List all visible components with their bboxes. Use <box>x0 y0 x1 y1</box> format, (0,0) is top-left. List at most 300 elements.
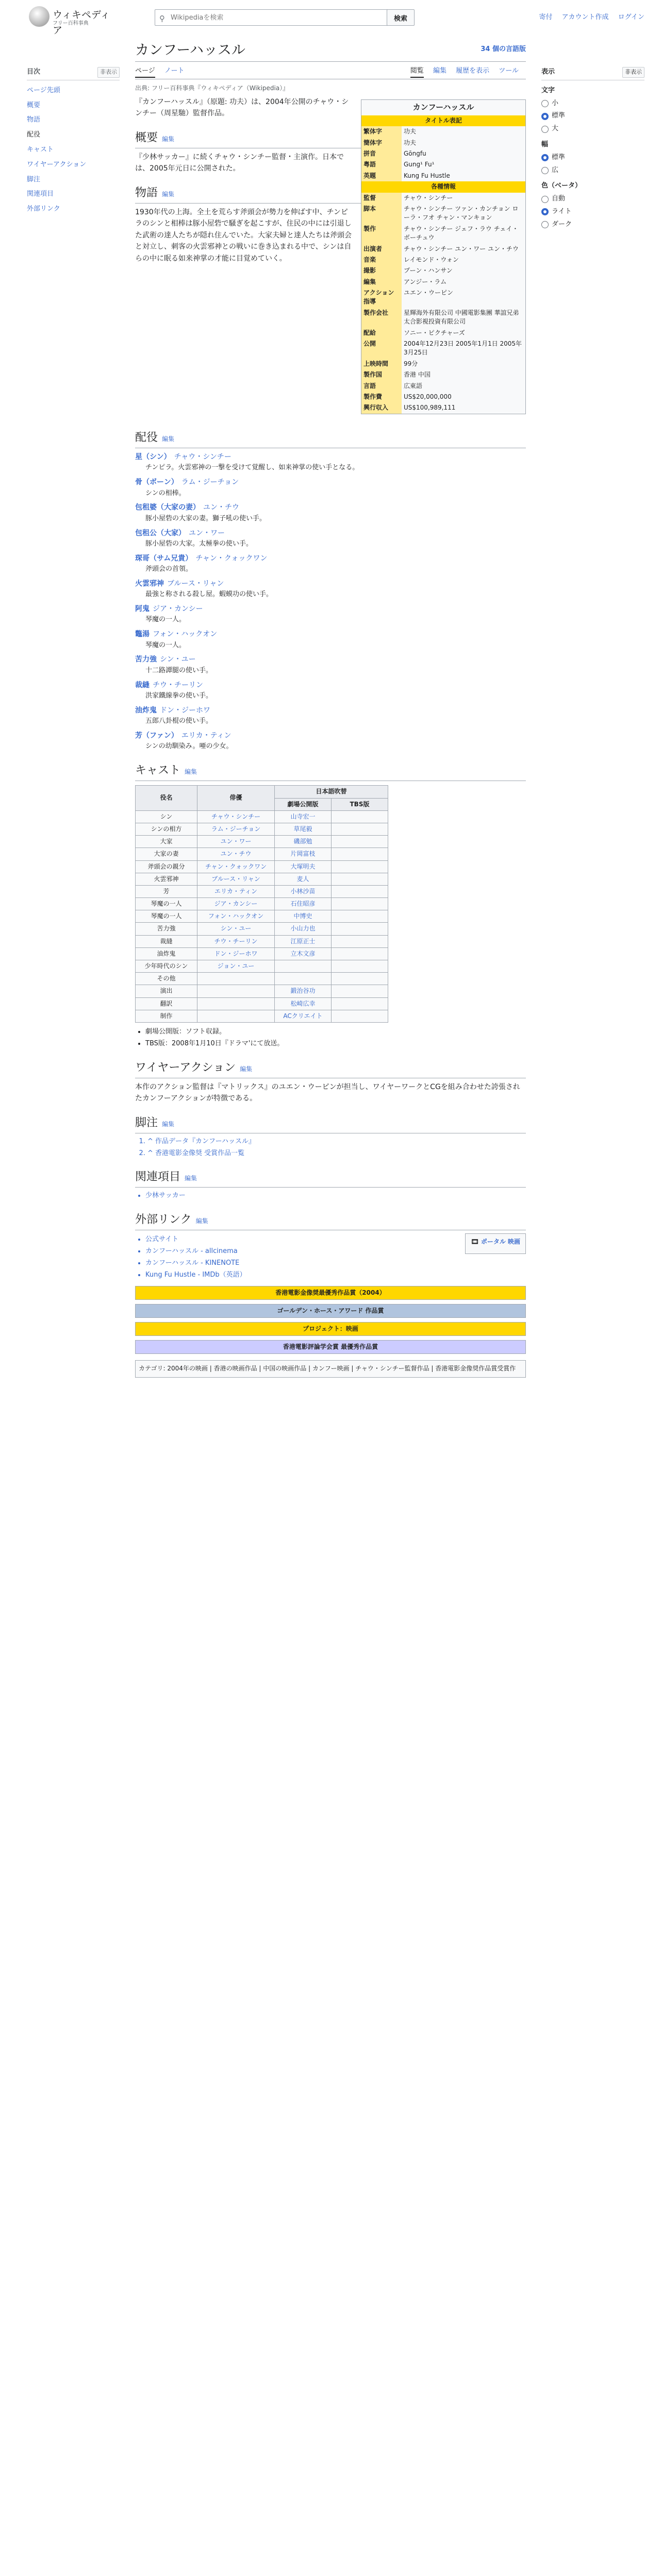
cast-cell: 翻訳 <box>136 997 197 1010</box>
related-item[interactable]: • 少林サッカー <box>145 1191 526 1201</box>
main-content <box>135 41 526 1378</box>
role-entry <box>135 603 526 615</box>
cast-row <box>136 836 388 848</box>
infobox-row <box>361 171 525 181</box>
infobox-row <box>361 277 525 287</box>
role-entry <box>135 654 526 665</box>
infobox-row <box>361 287 525 308</box>
cast-row <box>136 885 388 897</box>
edit-overview-link[interactable]: 編集 <box>162 135 175 143</box>
cast-row <box>136 923 388 935</box>
cast-row <box>136 860 388 873</box>
option-label: 自動 <box>552 195 566 203</box>
infobox-row <box>361 224 525 244</box>
page-title: カンフーハッスル <box>135 41 526 62</box>
external-link[interactable]: • Kung Fu Hustle - IMDb（英語） <box>145 1270 246 1281</box>
cast-cell <box>332 1010 388 1022</box>
infobox-value: Kung Fu Hustle <box>404 172 450 179</box>
role-entry <box>135 502 526 513</box>
infobox-value: チャウ・シンチー ツァン・カンチョン ローラ・フオ チャン・マンキョン <box>404 205 519 222</box>
search-icon: ⚲ <box>159 14 165 23</box>
width-standard[interactable] <box>541 152 644 163</box>
cast-row <box>136 973 388 985</box>
infobox-value: チャウ・シンチー ジェフ・ラウ チェイ・ボーチュウ <box>404 225 519 242</box>
infobox-row <box>361 369 525 380</box>
option-label: 標準 <box>552 153 566 161</box>
cast-cell: シンの相方 <box>136 823 197 835</box>
cast-cell <box>332 960 388 973</box>
cast-cell <box>197 973 275 985</box>
infobox-value: チャウ・シンチー <box>404 194 453 201</box>
width-heading: 幅 <box>541 140 549 148</box>
role-description: 豚小屋砦の大家。太極拳の使い手。 <box>145 539 253 548</box>
cast-cell: 火雲邪神 <box>136 873 197 885</box>
appearance-hide-button[interactable]: 非表示 <box>622 67 644 78</box>
infobox-value: 香港 中国 <box>404 371 431 379</box>
toc-item-cast[interactable]: キャスト <box>27 145 54 154</box>
edit-footnotes-link[interactable]: 編集 <box>162 1120 175 1128</box>
donate-link[interactable]: 寄付 <box>539 13 553 21</box>
lead-paragraph: 『カンフーハッスル』（原題: 功夫）は、2004年公開のチャウ・シンチー（周星馳）監督作品。 <box>135 98 349 118</box>
infobox-value: レイモンド・ウォン <box>404 256 459 263</box>
site-tagline: フリー百科事典 <box>53 21 89 26</box>
role-entry <box>135 730 526 741</box>
infobox-label: 監督 <box>361 193 402 204</box>
cast-cell <box>332 985 388 997</box>
cast-cell: 芳 <box>136 885 197 897</box>
cast-cell: 琴魔の一人 <box>136 910 197 923</box>
infobox-label: 製作費 <box>361 392 402 402</box>
cast-note: • TBS版：2008年1月10日『ドラマ'にて放送。 <box>145 1039 526 1049</box>
cast-cell[interactable]: 大塚明夫 <box>275 860 332 873</box>
infobox-label: 製作会社 <box>361 308 402 328</box>
cast-cell: 裁縫 <box>136 935 197 947</box>
role-name[interactable]: 阿鬼 <box>135 605 150 614</box>
infobox-value: 星輝海外有限公司 中國電影集團 華誼兄弟太合影視投資有限公司 <box>404 309 519 326</box>
role-entry <box>135 528 526 539</box>
infobox-row <box>361 328 525 338</box>
footnote-list <box>147 1137 526 1159</box>
role-description: 琴魔の一人。 <box>145 616 186 624</box>
infobox-value: 功夫 <box>404 128 417 135</box>
cast-cell <box>332 935 388 947</box>
toc-hide-button[interactable]: 非表示 <box>97 67 120 78</box>
search-button[interactable]: 検索 <box>387 9 415 26</box>
create-account-link[interactable]: アカウント作成 <box>561 13 609 21</box>
cast-cell[interactable]: 磯部勉 <box>275 836 332 848</box>
cast-cell[interactable]: 草尾毅 <box>275 823 332 835</box>
infobox-row <box>361 244 525 255</box>
tab-talk[interactable]: ノート <box>164 67 185 75</box>
infobox-row <box>361 402 525 413</box>
cast-cell: 大家の妻 <box>136 848 197 860</box>
cast-table <box>135 785 388 1023</box>
cast-cell[interactable]: 小山力也 <box>275 923 332 935</box>
cast-cell[interactable]: 松崎広幸 <box>275 997 332 1010</box>
role-description: チンピラ。火雲邪神の一撃を受けて覚醒し、如来神掌の使い手となる。 <box>145 464 359 472</box>
cast-col-jp: 日本語吹替 <box>275 786 388 798</box>
cast-cell <box>275 973 332 985</box>
infobox-label: 言語 <box>361 381 402 392</box>
infobox-title-table <box>361 126 525 181</box>
cast-note: • 劇場公開版：ソフト収録。 <box>145 1027 526 1038</box>
role-name[interactable]: 琛哥（サム兄貴） <box>135 554 193 563</box>
section-footnotes-heading <box>135 1114 526 1133</box>
role-name[interactable]: 鼈湯 <box>135 630 150 639</box>
cast-row <box>136 985 388 997</box>
footnote-item[interactable]: 2. ^ 香港電影金像奨 受賞作品一覧 <box>147 1148 526 1159</box>
cast-row <box>136 848 388 860</box>
wikipedia-globe-icon <box>29 6 49 27</box>
role-entry <box>135 578 526 589</box>
cast-col-role: 役名 <box>136 786 197 810</box>
cast-cell[interactable]: ジア・カンシー <box>197 898 275 910</box>
navbox-1 <box>135 1286 526 1300</box>
infobox-label: 出演者 <box>361 244 402 255</box>
role-entry <box>135 705 526 716</box>
related-list <box>145 1191 526 1201</box>
wire-text: 本作のアクション監督は『マトリックス』のユエン・ウーピンが担当し、ワイヤーワークとCGを組み合わせた誇張されたカンフーアクションが特徴である。 <box>135 1082 520 1103</box>
color-auto[interactable] <box>541 194 644 205</box>
infobox-row <box>361 338 525 359</box>
cast-cell: その他 <box>136 973 197 985</box>
cast-row <box>136 810 388 823</box>
cast-cell[interactable]: 片岡富枝 <box>275 848 332 860</box>
search-box[interactable] <box>155 9 397 26</box>
toc-item-top[interactable]: ページ先頭 <box>27 86 60 94</box>
role-actor[interactable]: チャン・クォックワン <box>195 554 268 563</box>
radio-icon <box>541 167 549 174</box>
tab-page[interactable]: ページ <box>135 67 155 78</box>
site-logo[interactable] <box>27 5 120 37</box>
cast-cell: 油炸鬼 <box>136 947 197 960</box>
cast-col-tbs: TBS版 <box>332 798 388 810</box>
role-entry <box>135 451 526 463</box>
overview-title: 概要 <box>135 131 158 144</box>
infobox-label: 音楽 <box>361 255 402 265</box>
cast-cell[interactable]: 石住昭彦 <box>275 898 332 910</box>
infobox-label: 拼音 <box>361 148 402 159</box>
role-actor[interactable]: シン・ユー <box>160 655 196 664</box>
external-list <box>145 1233 246 1281</box>
cast-cell <box>275 960 332 973</box>
cast-cell: 演出 <box>136 985 197 997</box>
cast-cell <box>332 848 388 860</box>
infobox-row <box>361 138 525 148</box>
toc-item-overview[interactable]: 概要 <box>27 101 41 109</box>
role-description: 洪家鐵線拳の使い手。 <box>145 692 213 700</box>
cast-col-actor: 俳優 <box>197 786 275 810</box>
section-roles-heading <box>135 429 526 448</box>
footnotes-title: 脚注 <box>135 1116 158 1129</box>
film-reel-icon: 🎞 <box>471 1238 479 1246</box>
role-name[interactable]: 骨（ボーン） <box>135 478 178 487</box>
roles-title: 配役 <box>135 431 158 444</box>
toc-item-roles[interactable]: 配役 <box>27 131 41 139</box>
role-actor[interactable]: エリカ・ティン <box>181 732 231 740</box>
cast-cell <box>332 810 388 823</box>
cast-cell[interactable]: ブルース・リャン <box>197 873 275 885</box>
role-actor[interactable]: フォン・ハックオン <box>153 630 218 639</box>
portal-link[interactable]: ポータル 映画 <box>481 1238 520 1246</box>
radio-icon <box>541 221 549 228</box>
infobox-label: 英題 <box>361 171 402 181</box>
color-dark[interactable] <box>541 219 644 230</box>
navbox-header[interactable]: 香港電影評論学会賞 最優秀作品賞 <box>136 1341 525 1353</box>
cast-cell[interactable]: ユン・チウ <box>197 848 275 860</box>
navbox-3 <box>135 1322 526 1336</box>
cast-cell[interactable]: シン・ユー <box>197 923 275 935</box>
cast-cell[interactable]: 鍛治谷功 <box>275 985 332 997</box>
cast-cell <box>332 885 388 897</box>
cast-cell[interactable]: チャン・クォックワン <box>197 860 275 873</box>
cast-title: キャスト <box>135 764 181 777</box>
role-name[interactable]: 芳（ファン） <box>135 732 178 740</box>
radio-selected-icon <box>541 113 549 120</box>
radio-selected-icon <box>541 208 549 215</box>
role-name[interactable]: 包租公（大家） <box>135 529 186 537</box>
role-actor[interactable]: ジア・カンシー <box>153 605 203 614</box>
infobox-row <box>361 193 525 204</box>
roles-list <box>135 451 526 752</box>
text-size-large[interactable] <box>541 124 644 134</box>
role-name[interactable]: 裁縫 <box>135 681 150 689</box>
cast-cell[interactable]: 山寺宏一 <box>275 810 332 823</box>
cast-cell[interactable]: 麦人 <box>275 873 332 885</box>
option-label: 広 <box>552 166 559 174</box>
option-label: ダーク <box>552 220 572 228</box>
appearance-panel <box>541 67 644 232</box>
external-link[interactable]: • カンフーハッスル - allcinema <box>145 1246 246 1257</box>
cast-cell[interactable]: チャウ・シンチー <box>197 810 275 823</box>
cast-row <box>136 935 388 947</box>
role-description: 豚小屋砦の大家の妻。獅子吼の使い手。 <box>145 514 267 522</box>
cast-cell[interactable]: ACクリエイト <box>275 1010 332 1022</box>
role-name[interactable]: 包租婆（大家の妻） <box>135 503 200 512</box>
category-links[interactable]: カテゴリ: 2004年の映画 | 香港の映画作品 | 中国の映画作品 | カンフー映画 | チャウ・シンチー監督作品 | 香港電影金像奨作品賞受賞作 <box>135 1360 526 1377</box>
edit-wire-link[interactable]: 編集 <box>240 1065 253 1073</box>
edit-roles-link[interactable]: 編集 <box>162 435 175 443</box>
external-link[interactable]: • カンフーハッスル - KINENOTE <box>145 1258 246 1269</box>
section-cast-heading <box>135 761 526 781</box>
cast-cell[interactable]: ユン・ワー <box>197 836 275 848</box>
infobox-label: 繁体字 <box>361 126 402 137</box>
color-light[interactable] <box>541 207 644 217</box>
role-actor[interactable]: ラム・ジーチョン <box>181 478 239 487</box>
option-label: 小 <box>552 99 559 107</box>
cast-cell <box>332 860 388 873</box>
role-name[interactable]: 火雲邪神 <box>135 579 164 588</box>
user-nav <box>532 12 644 23</box>
color-heading: 色（ベータ） <box>541 182 582 190</box>
cast-cell: シン <box>136 810 197 823</box>
infobox-row <box>361 255 525 265</box>
toc-item-notes[interactable]: 脚注 <box>27 175 41 183</box>
infobox-info-table <box>361 193 525 414</box>
role-description: 最強と称される殺し屋。蝦蟆功の使い手。 <box>145 590 273 599</box>
toc-title: 目次 <box>27 68 41 76</box>
cast-cell[interactable]: チウ・チーリン <box>197 935 275 947</box>
edit-related-link[interactable]: 編集 <box>185 1175 197 1182</box>
infobox-label: 脚本 <box>361 204 402 224</box>
radio-icon <box>541 196 549 203</box>
infobox-value: プーン・ハンサン <box>404 267 453 275</box>
cast-cell <box>197 997 275 1010</box>
option-label: ライト <box>552 207 572 215</box>
role-description: シンの相棒。 <box>145 489 186 497</box>
search-input[interactable] <box>171 12 336 23</box>
toc-sidebar <box>27 67 120 217</box>
cast-cell <box>197 1010 275 1022</box>
option-label: 大 <box>552 125 559 133</box>
cast-cell[interactable]: フォン・ハックオン <box>197 910 275 923</box>
infobox-label: 粤語 <box>361 159 402 170</box>
infobox-label: 上映時間 <box>361 359 402 369</box>
cast-cell <box>332 910 388 923</box>
role-actor[interactable]: ドン・ジーホワ <box>160 706 210 715</box>
role-name[interactable]: 苦力強 <box>135 655 157 664</box>
toc-header <box>27 67 120 80</box>
navbox-4 <box>135 1340 526 1354</box>
cast-cell[interactable]: 中博史 <box>275 910 332 923</box>
cast-cell[interactable]: ドン・ジーホワ <box>197 947 275 960</box>
cast-row <box>136 898 388 910</box>
cast-cell: 大家 <box>136 836 197 848</box>
toc-item-wire[interactable]: ワイヤーアクション <box>27 160 87 168</box>
radio-selected-icon <box>541 154 549 161</box>
role-entry <box>135 629 526 640</box>
cast-cell[interactable]: 小林沙苗 <box>275 885 332 897</box>
tab-read[interactable]: 閲覧 <box>410 67 424 78</box>
text-size-heading: 文字 <box>541 86 555 94</box>
infobox-row <box>361 308 525 328</box>
infobox-band-title: タイトル表記 <box>361 115 525 126</box>
cast-row <box>136 997 388 1010</box>
role-actor[interactable]: ユン・ワー <box>189 529 225 537</box>
infobox-value: Gung¹ Fu¹ <box>404 161 435 168</box>
cast-cell[interactable]: ラム・ジーチョン <box>197 823 275 835</box>
role-actor[interactable]: チャウ・シンチー <box>174 452 231 461</box>
text-size-standard[interactable] <box>541 111 644 122</box>
role-entry <box>135 553 526 564</box>
infobox-title: カンフーハッスル <box>412 103 474 112</box>
navbox-2 <box>135 1304 526 1318</box>
role-description: 斧頭会の首領。 <box>145 565 193 573</box>
role-description: 琴魔の一人。 <box>145 641 186 649</box>
cast-cell: 斧頭会の親分 <box>136 860 197 873</box>
tab-edit[interactable]: 編集 <box>433 67 446 75</box>
infobox-value: 99分 <box>404 360 418 367</box>
role-actor[interactable]: チウ・チーリン <box>153 681 203 689</box>
infobox-label: 配給 <box>361 328 402 338</box>
cast-cell <box>332 923 388 935</box>
cast-row <box>136 873 388 885</box>
infobox-label: 撮影 <box>361 265 402 276</box>
infobox-row <box>361 126 525 137</box>
navbox-header[interactable]: ゴールデン・ホース・アワード 作品賞 <box>136 1304 525 1317</box>
edit-story-link[interactable]: 編集 <box>162 190 175 198</box>
text-size-small[interactable] <box>541 98 644 109</box>
infobox-row <box>361 359 525 369</box>
infobox-value: ソニー・ピクチャーズ <box>404 329 465 336</box>
infobox-row <box>361 265 525 276</box>
infobox-label: 簡体字 <box>361 138 402 148</box>
related-title: 関連項目 <box>135 1171 181 1184</box>
external-title: 外部リンク <box>135 1213 192 1227</box>
tab-history[interactable]: 履歴を表示 <box>456 67 490 75</box>
cast-cell <box>332 997 388 1010</box>
wire-title: ワイヤーアクション <box>135 1061 236 1074</box>
infobox-row <box>361 204 525 224</box>
footnote-item[interactable]: 1. ^ 作品データ『カンフーハッスル』 <box>147 1137 526 1147</box>
width-wide[interactable] <box>541 165 644 176</box>
role-description: 五郎八卦棍の使い手。 <box>145 717 213 725</box>
infobox-value: 2004年12月23日 2005年1月1日 2005年3月25日 <box>404 340 522 357</box>
infobox-value: ユエン・ウーピン <box>404 289 454 297</box>
navbox-header[interactable]: プロジェクト：映画 <box>136 1323 525 1335</box>
infobox-value: US$20,000,000 <box>404 393 452 400</box>
infobox-label: 製作 <box>361 224 402 244</box>
infobox-label: アクション指導 <box>361 287 402 308</box>
navbox-header[interactable]: 香港電影金像奨最優秀作品賞（2004） <box>136 1286 525 1299</box>
cast-cell <box>332 873 388 885</box>
role-actor[interactable]: ユン・チウ <box>203 503 239 512</box>
role-entry <box>135 477 526 488</box>
infobox-label: 公開 <box>361 338 402 359</box>
infobox-row <box>361 392 525 402</box>
story-text: 1930年代の上海。全土を荒らす斧頭会が勢力を伸ばす中、チンピラのシンと相棒は豚小屋砦で騒ぎを起こすが、住民の中には引退した武術の達人たちが隠れ住んでいた。大家夫婦と達人たちは斧頭会と対立し、刺客の火雲邪神との戦いに巻き込まれる中で、シンは自らの中に眠る如来神掌の才能に目覚めていく。 <box>135 208 352 263</box>
infobox-row <box>361 381 525 392</box>
cast-col-theater: 劇場公開版 <box>275 798 332 810</box>
toc-item-story[interactable]: 物語 <box>27 116 41 124</box>
language-button[interactable]: 34 個の言語版 <box>481 45 526 53</box>
cast-cell: 琴魔の一人 <box>136 898 197 910</box>
site-header <box>0 0 662 37</box>
role-description: 十二路譚腿の使い手。 <box>145 666 213 674</box>
cast-cell[interactable]: 立木文彦 <box>275 947 332 960</box>
toc-item-external[interactable]: 外部リンク <box>27 205 60 213</box>
cast-notes <box>145 1027 526 1049</box>
role-name[interactable]: 油炸鬼 <box>135 706 157 715</box>
edit-cast-link[interactable]: 編集 <box>185 768 197 776</box>
cast-row <box>136 1010 388 1022</box>
external-link[interactable]: • 公式サイト <box>145 1234 246 1245</box>
edit-external-link[interactable]: 編集 <box>195 1217 208 1225</box>
infobox-label: 興行収入 <box>361 402 402 413</box>
radio-icon <box>541 126 549 133</box>
role-entry <box>135 680 526 691</box>
cast-cell[interactable]: ジョン・ユー <box>197 960 275 973</box>
infobox-label: 製作国 <box>361 369 402 380</box>
appearance-title: 表示 <box>541 68 555 76</box>
role-name[interactable]: 星（シン） <box>135 452 171 461</box>
login-link[interactable]: ログイン <box>618 13 644 21</box>
portal-box[interactable] <box>465 1233 526 1254</box>
role-actor[interactable]: ブルース・リャン <box>167 579 224 588</box>
infobox-value: 功夫 <box>404 139 417 146</box>
infobox-row <box>361 148 525 159</box>
tab-tools[interactable]: ツール <box>499 67 519 75</box>
cast-cell <box>332 823 388 835</box>
cast-cell[interactable]: 江原正士 <box>275 935 332 947</box>
toc-item-related[interactable]: 関連項目 <box>27 190 54 198</box>
cast-cell[interactable]: エリカ・ティン <box>197 885 275 897</box>
page-tabs <box>135 64 526 79</box>
cast-row <box>136 960 388 973</box>
cast-row <box>136 910 388 923</box>
infobox-value: US$100,989,111 <box>404 404 456 412</box>
cast-cell <box>332 836 388 848</box>
